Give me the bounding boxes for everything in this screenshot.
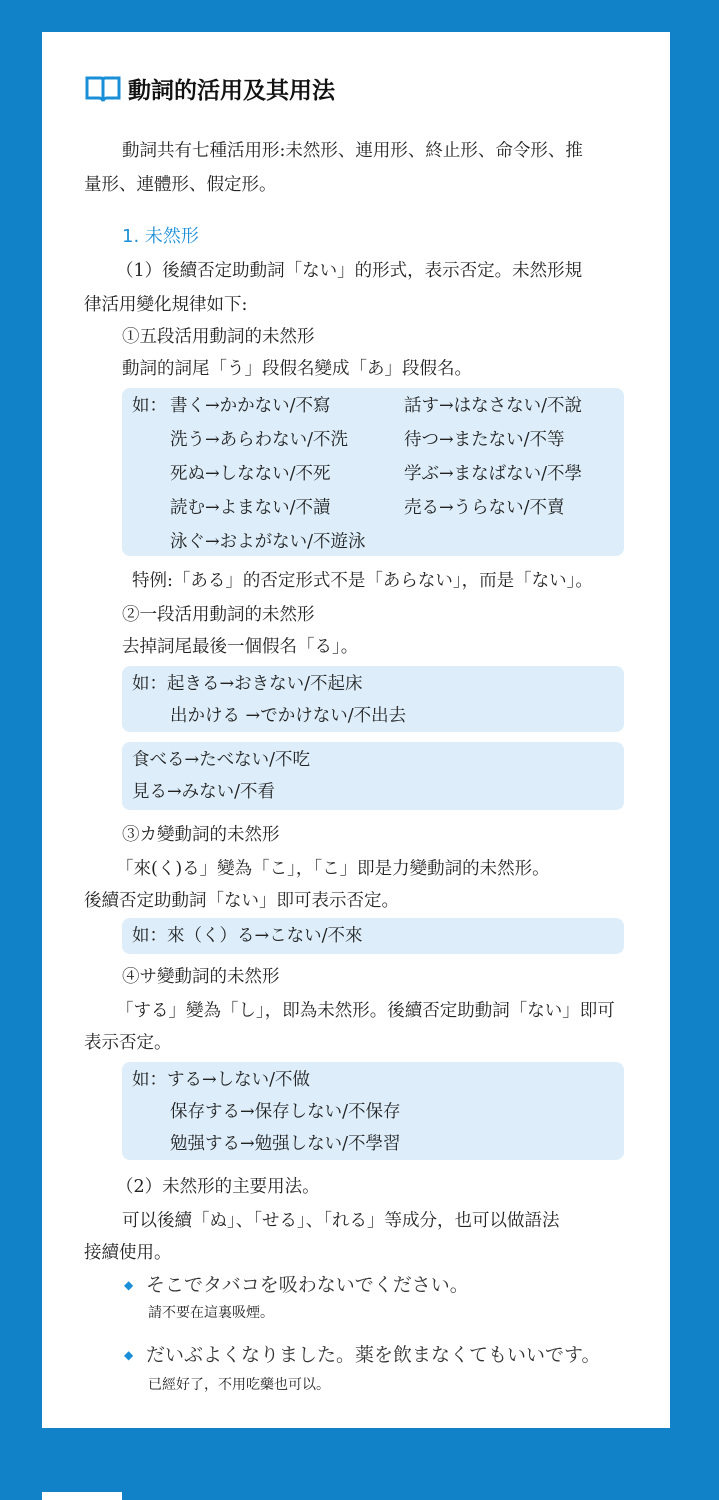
godan-heading: ①五段活用動詞的未然形 <box>122 327 315 347</box>
example-item: 書く→かかない/不寫 <box>170 396 331 416</box>
example-prefix: 如： <box>132 396 167 416</box>
para2-desc-line-2: 接續使用。 <box>84 1243 172 1263</box>
diamond-bullet-icon: ◆ <box>124 1348 134 1362</box>
subheading-mizenkei: 1. 未然形 <box>122 226 199 247</box>
example-item: 学ぶ→まなばない/不學 <box>404 464 583 484</box>
intro-line-1: 動詞共有七種活用形:未然形、連用形、終止形、命令形、推 <box>122 141 583 161</box>
special-note: 特例:「ある」的否定形式不是「あらない」，而是「ない」。 <box>132 571 593 591</box>
example-item: 洗う→あらわない/不洗 <box>170 430 349 450</box>
example-item: 売る→うらない/不賣 <box>404 498 565 518</box>
ka-example-box <box>122 918 624 954</box>
sa-example-box <box>122 1062 624 1160</box>
example-sentence-jp: そこでタバコを吸わないでください。 <box>146 1274 469 1296</box>
page-title: 動詞的活用及其用法 <box>128 78 335 104</box>
para1-line-2: 律活用變化規律如下: <box>84 295 248 315</box>
example-item: 保存する→保存しない/不保存 <box>170 1102 401 1122</box>
ichidan-example-box <box>122 666 624 732</box>
ichidan-desc: 去掉詞尾最後一個假名「る」。 <box>122 637 359 657</box>
intro-line-2: 量形、連體形、假定形。 <box>84 175 277 195</box>
example-sentence-zh: 已經好了，不用吃藥也可以。 <box>148 1377 330 1393</box>
ichidan-example-box-2 <box>122 742 624 810</box>
example-item: 話す→はなさない/不說 <box>404 396 583 416</box>
example-item: 如：する→しない/不做 <box>132 1070 311 1090</box>
example-item: 勉强する→勉强しない/不學習 <box>170 1134 401 1154</box>
book-icon <box>84 74 122 104</box>
para2-desc-line-1: 可以後續「ぬ」、「せる」、「れる」等成分，也可以做語法 <box>122 1211 560 1231</box>
example-sentence-jp: だいぶよくなりました。薬を飲まなくてもいいです。 <box>146 1344 601 1366</box>
example-item: 死ぬ→しなない/不死 <box>170 464 331 484</box>
bottom-tab-marker <box>42 1492 122 1500</box>
section-heading <box>84 72 335 105</box>
sa-desc-line-1: 「する」變為「し」，即為未然形。後續否定助動詞「ない」即可 <box>116 1001 615 1021</box>
example-item: 如：起きる→おきない/不起床 <box>132 674 363 694</box>
example-item: 如：來（く）る→こない/不來 <box>132 926 363 946</box>
example-item: 見る→みない/不看 <box>132 782 276 802</box>
ka-heading: ③カ變動詞的未然形 <box>122 825 280 845</box>
para2-heading: （2）未然形的主要用法。 <box>116 1177 320 1197</box>
godan-desc: 動詞的詞尾「う」段假名變成「あ」段假名。 <box>122 359 472 379</box>
example-item: 出かける →でかけない/不出去 <box>170 706 407 726</box>
ka-desc-line-2: 後續否定助動詞「ない」即可表示否定。 <box>84 891 399 911</box>
example-item: 読む→よまない/不讀 <box>170 498 331 518</box>
diamond-bullet-icon: ◆ <box>124 1278 134 1292</box>
example-item: 待つ→またない/不等 <box>404 430 565 450</box>
example-sentence-zh: 請不要在這裏吸煙。 <box>148 1305 274 1321</box>
example-item: 泳ぐ→およがない/不遊泳 <box>170 532 366 552</box>
ka-desc-line-1: 「來(く)る」變為「こ」，「こ」即是力變動詞的未然形。 <box>116 859 550 879</box>
sa-desc-line-2: 表示否定。 <box>84 1033 172 1053</box>
example-item: 食べる→たべない/不吃 <box>132 750 311 770</box>
sa-heading: ④サ變動詞的未然形 <box>122 967 280 987</box>
page-card <box>42 32 670 1428</box>
ichidan-heading: ②一段活用動詞的未然形 <box>122 605 315 625</box>
para1-line-1: （1）後續否定助動詞「ない」的形式，表示否定。未然形規 <box>116 261 583 281</box>
godan-example-box <box>122 388 624 556</box>
